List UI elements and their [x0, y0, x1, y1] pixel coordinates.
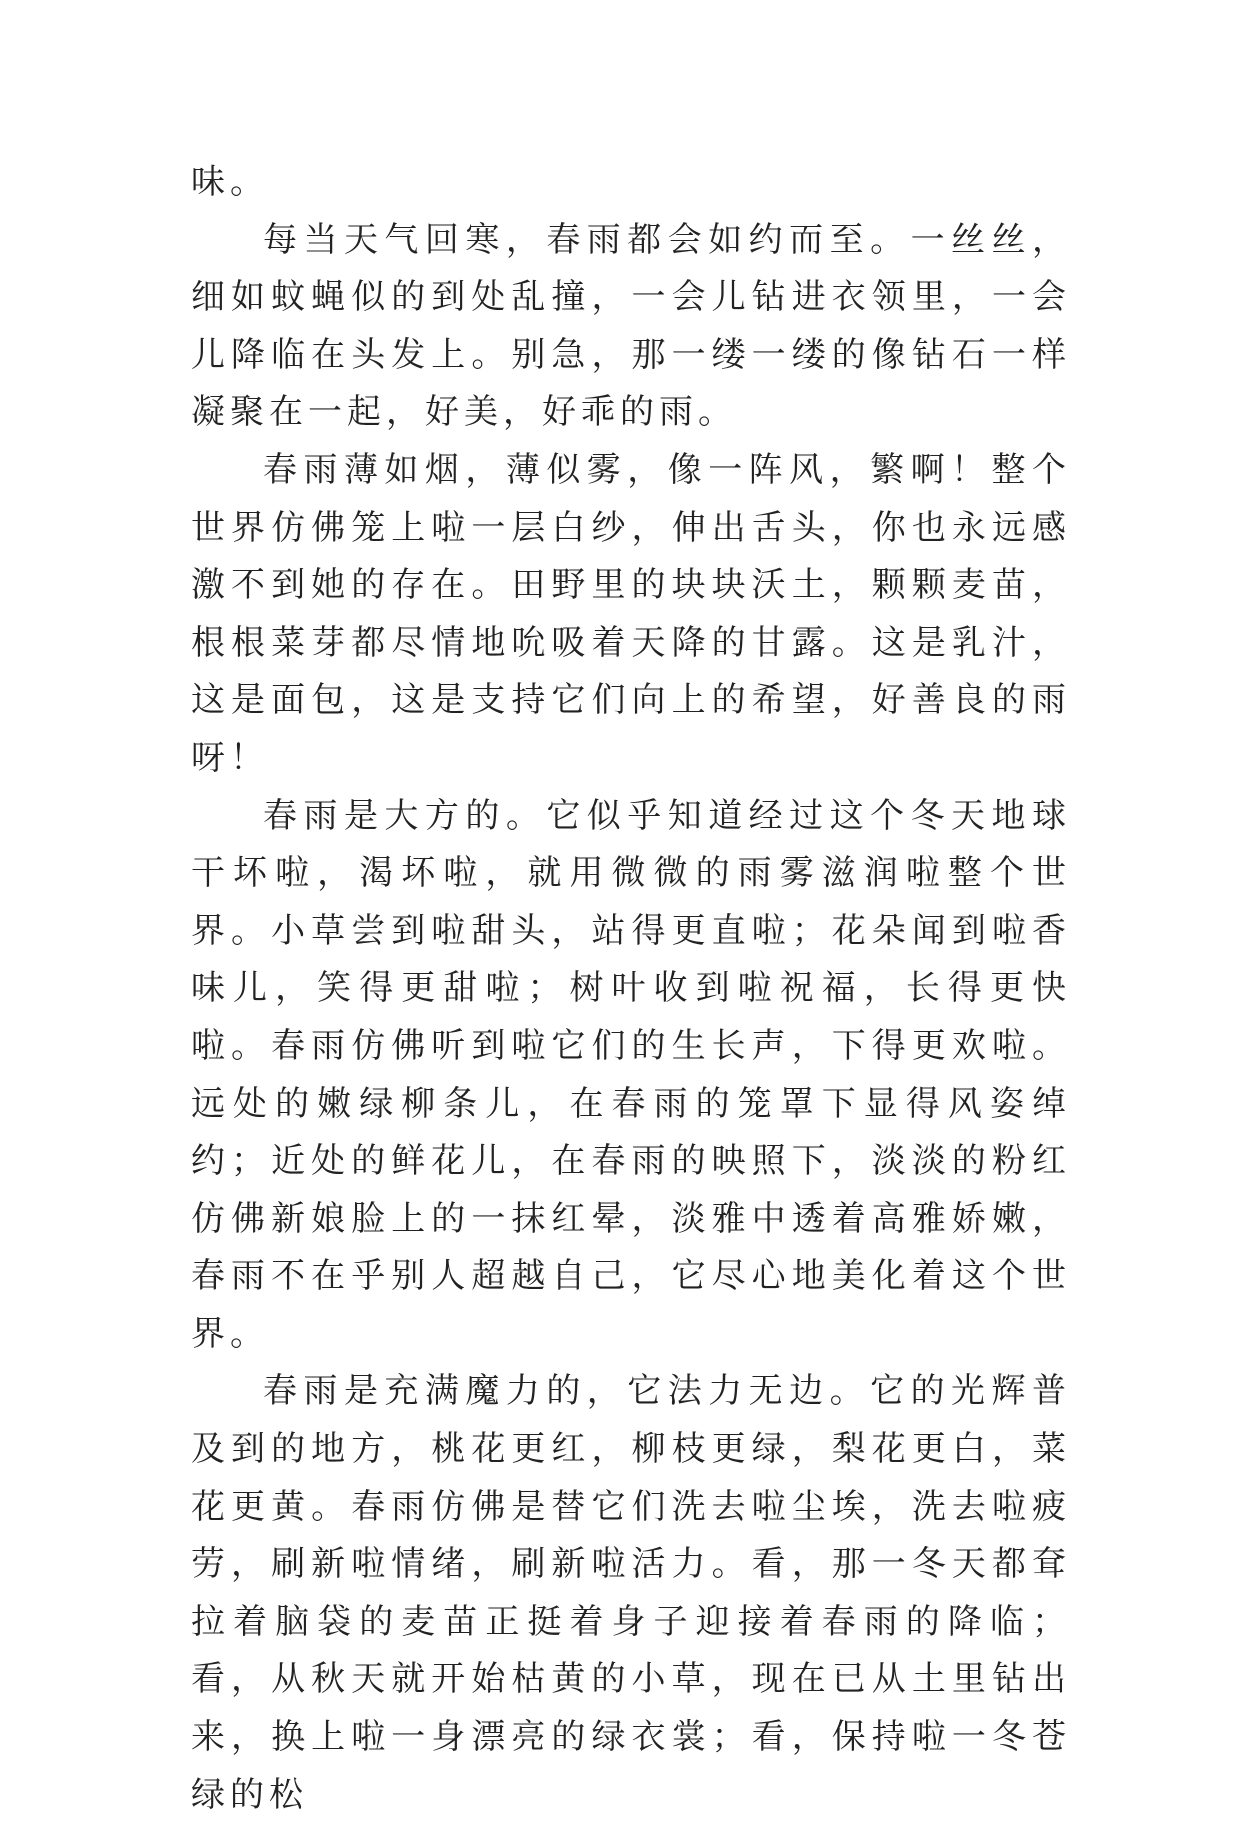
paragraph-continuation: 味。 [191, 162, 269, 202]
paragraph: 春雨是充满魔力的，它法力无边。它的光辉普及到的地方，桃花更红，柳枝更绿，梨花更白，菜花更黄。春雨仿佛是替它们洗去啦尘埃，洗去啦疲劳，刷新啦情绪，刷新啦活力。看，那一冬天都耷拉着脑袋的麦苗正挺着身子迎接着春雨的降临；看，从秋天就开始枯黄的小草，现在已从土里钻出来，换上啦一身漂亮的绿衣裳；看，保持啦一冬苍绿的松 [191, 1371, 1071, 1815]
paragraph: 每当天气回寒，春雨都会如约而至。一丝丝，细如蚊蝇似的到处乱撞，一会儿钻进衣领里，一会儿降临在头发上。别急，那一缕一缕的像钻石一样凝聚在一起，好美，好乖的雨。 [191, 219, 1071, 433]
paragraph: 春雨是大方的。它似乎知道经过这个冬天地球干坏啦，渴坏啦，就用微微的雨雾滋润啦整个世界。小草尝到啦甜头，站得更直啦；花朵闻到啦香味儿，笑得更甜啦；树叶收到啦祝福，长得更快啦。春雨仿佛听到啦它们的生长声，下得更欢啦。远处的嫩绿柳条儿，在春雨的笼罩下显得风姿绰约；近处的鲜花儿，在春雨的映照下，淡淡的粉红仿佛新娘脸上的一抹红晕，淡雅中透着高雅娇嫩，春雨不在乎别人超越自己，它尽心地美化着这个世界。 [191, 795, 1071, 1354]
document-body [191, 154, 1071, 1824]
paragraph: 春雨薄如烟，薄似雾，像一阵风，繁啊！整个世界仿佛笼上啦一层白纱，伸出舌头，你也永远感激不到她的存在。田野里的块块沃土，颗颗麦苗，根根菜芽都尽情地吮吸着天降的甘露。这是乳汁，这是面包，这是支持它们向上的希望，好善良的雨呀！ [191, 449, 1071, 778]
